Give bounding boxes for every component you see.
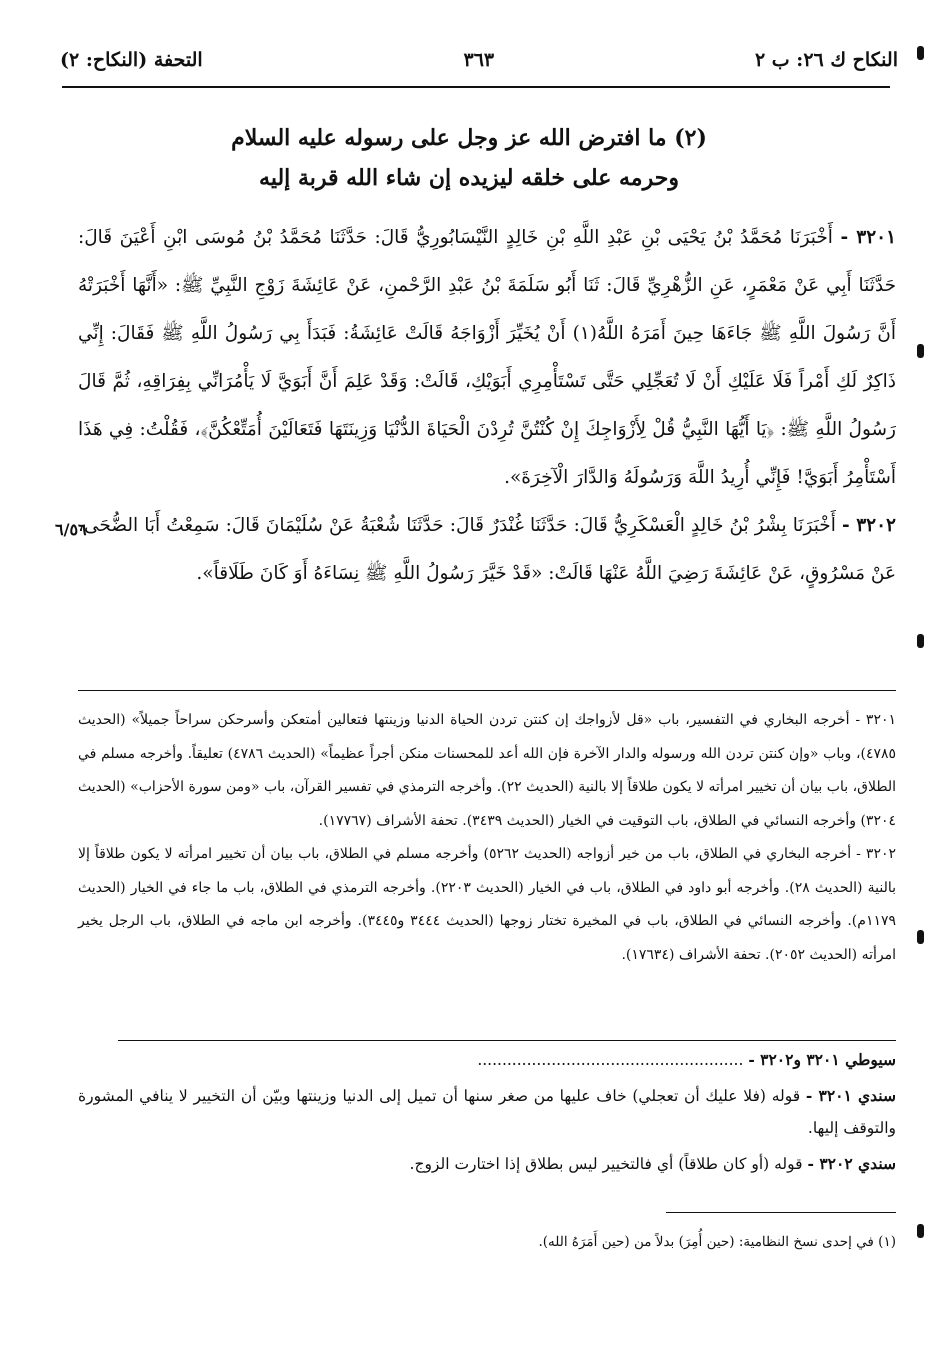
suyuti-line xyxy=(78,1044,896,1076)
note-3202: ٣٢٠٢ - أخرجه البخاري في الطلاق، باب من خير أزواجه (الحديث ٥٢٦٢) وأخرجه مسلم في الطلاق، باب بيان أن تخيير امرأته لا يكون طلاقاً إلا بالنية (الحديث ٢٨). وأخرجه أبو داود في الطلاق، باب في الخيار (الحديث ٢٢٠٣). وأخرجه الترمذي في الطلاق، باب ما جاء في الخيار (الحديث ١١٧٩م). وأخرجه النسائي في الطلاق، باب في المخيرة تختار زوجها (الحديث ٣٤٤٤ و٣٤٤٥). وأخرجه ابن ماجه في الطلاق، باب الرجل يخير امرأته (الحديث ٢٠٥٢). تحفة الأشراف (١٧٦٣٤). xyxy=(78,846,897,963)
margin-reference: ٦/٥٦ xyxy=(55,520,87,539)
hadith-number: ٣٢٠١ - xyxy=(840,227,897,248)
header-right: النكاح ك ٢٦: ب ٢ xyxy=(754,49,898,71)
sindi-3201 xyxy=(78,1080,896,1144)
editor-footnote: (١) في إحدى نسخ النظامية: (حين أُمِرَ) بدلاً من (حين أَمَرَهُ الله). xyxy=(538,1234,896,1250)
chapter-line-2: وحرمه على خلقه ليزيده إن شاء الله قربة إليه xyxy=(259,165,679,191)
hadith-text xyxy=(78,214,896,598)
suyuti-dots: ...................................................... xyxy=(477,1051,744,1069)
commentary xyxy=(78,1044,896,1184)
hadith-3201 xyxy=(78,214,896,502)
sindi-text: قوله (أو كان طلاقاً) أي فالتخيير ليس بطلاق إذا اختارت الزوج. xyxy=(409,1155,803,1173)
note-3201: ٣٢٠١ - أخرجه البخاري في التفسير، باب «قل لأزواجك إن كنتن تردن الحياة الدنيا وزينتها فتعالين أمتعكن وأسرحكن سراحاً جميلاً» (الحديث ٤٧٨٥)، وباب «وإن كنتن تردن الله ورسوله والدار الآخرة فإن الله أعد للمحسنات منكن أجراً عظيماً» (الحديث ٤٧٨٦) تعليقاً. وأخرجه مسلم في الطلاق، باب بيان أن تخيير امرأته لا يكون طلاقاً إلا بالنية (الحديث ٢٢). وأخرجه الترمذي في تفسير القرآن، باب «ومن سورة الأحزاب» (الحديث ٣٢٠٤) وأخرجه النسائي في الطلاق، باب التوقيت في الخيار (الحديث ٣٤٣٩). تحفة الأشراف (١٧٧٦٧). xyxy=(78,712,897,829)
hadith-body: أَخْبَرَنَا مُحَمَّدُ بْنُ يَحْيَى بْنِ عَبْدِ اللَّهِ بْنِ خَالِدٍ النَّيْسَابُورِيُّ قَالَ: حَدَّثَنَا مُحَمَّدُ بْنُ مُوسَى ابْنِ أَعْيَنَ قَالَ: حَدَّثَنَا أَبِي عَنْ مَعْمَرٍ، عَنِ الزُّهْرِيِّ قَالَ: ثَنَا أَبُو سَلَمَةَ بْنُ عَبْدِ الرَّحْمنِ، عَنْ عَائِشَةَ زَوْجِ النَّبِيِّ ﷺ: «أَنَّهَا أَخْبَرَتْهُ أَنَّ رَسُولَ اللَّهِ ﷺ جَاءَهَا حِينَ أَمَرَهُ اللَّهُ(١) أَنْ يُخَيِّرَ أَزْوَاجَهُ قَالَتْ عَائِشَةُ: فَبَدَأَ بِي رَسُولُ اللَّهِ ﷺ فَقَالَ: إِنِّي ذَاكِرٌ لَكِ أَمْراً فَلَا عَلَيْكِ أَنْ لَا تُعَجِّلِي حَتَّى تَسْتَأْمِرِي أَبَوَيْكِ، قَالَتْ: وَقَدْ عَلِمَ أَنَّ أَبَوَيَّ لَا يَأْمُرَانِّي بِفِرَاقِهِ، ثُمَّ قَالَ رَسُولُ اللَّهِ ﷺ: ﴿يَا أَيُّهَا النَّبِيُّ قُلْ لِأَزْوَاجِكَ إِنْ كُنْتُنَّ تُرِدْنَ الْحَيَاةَ الدُّنْيَا وَزِينَتَهَا فَتَعَالَيْنَ أُمَتِّعْكُنَّ﴾، فَقُلْتُ: فِي هَذَا أَسْتَأْمِرُ أَبَوَيَّ! فَإِنِّي أُرِيدُ اللَّهَ وَرَسُولَهُ وَالدَّارَ الْآخِرَةَ». xyxy=(78,227,896,488)
header-rule xyxy=(62,86,890,88)
footnote-rule xyxy=(666,1212,896,1213)
header-left: التحفة (النكاح: ٢) xyxy=(60,49,203,71)
binding-mark xyxy=(917,634,924,648)
hadith-3202 xyxy=(78,502,896,598)
running-header xyxy=(60,40,898,80)
page-number: ٣٦٣ xyxy=(463,49,495,71)
binding-mark xyxy=(917,46,924,60)
sindi-label: سندي ٣٢٠١ - xyxy=(805,1086,896,1105)
sindi-label: سندي ٣٢٠٢ - xyxy=(807,1154,896,1173)
binding-mark xyxy=(917,930,924,944)
sindi-3202 xyxy=(78,1148,896,1180)
chapter-line-1: (٢) ما افترض الله عز وجل على رسوله عليه السلام xyxy=(231,125,707,151)
binding-mark xyxy=(917,344,924,358)
hadith-body: أَخْبَرَنَا بِشْرُ بْنُ خَالِدٍ الْعَسْكَرِيُّ قَالَ: حَدَّثَنَا غُنْدَرٌ قَالَ: حَدَّثَنَا شُعْبَةُ عَنْ سُلَيْمَانَ قَالَ: سَمِعْتُ أَبَا الضُّحَى، عَنْ مَسْرُوقٍ، عَنْ عَائِشَةَ رَضِيَ اللَّهُ عَنْهَا قَالَتْ: «قَدْ خَيَّرَ رَسُولُ اللَّهِ ﷺ نِسَاءَهُ أَوَ كَانَ طَلَاقاً». xyxy=(78,515,896,584)
commentary-rule xyxy=(118,1040,896,1041)
chapter-heading xyxy=(110,118,828,198)
suyuti-label: سيوطي ٣٢٠١ و٣٢٠٢ - xyxy=(748,1050,896,1069)
notes-rule xyxy=(78,690,896,691)
hadith-number: ٣٢٠٢ - xyxy=(841,515,896,536)
takhrij-notes xyxy=(78,704,896,972)
sindi-text: قوله (فلا عليك أن تعجلي) خاف عليها من صغر سنها أن تميل إلى الدنيا وزينتها وبيّن أن التخيير لا ينافي المشورة والتوقف إليها. xyxy=(78,1087,896,1137)
binding-mark xyxy=(917,1224,924,1238)
